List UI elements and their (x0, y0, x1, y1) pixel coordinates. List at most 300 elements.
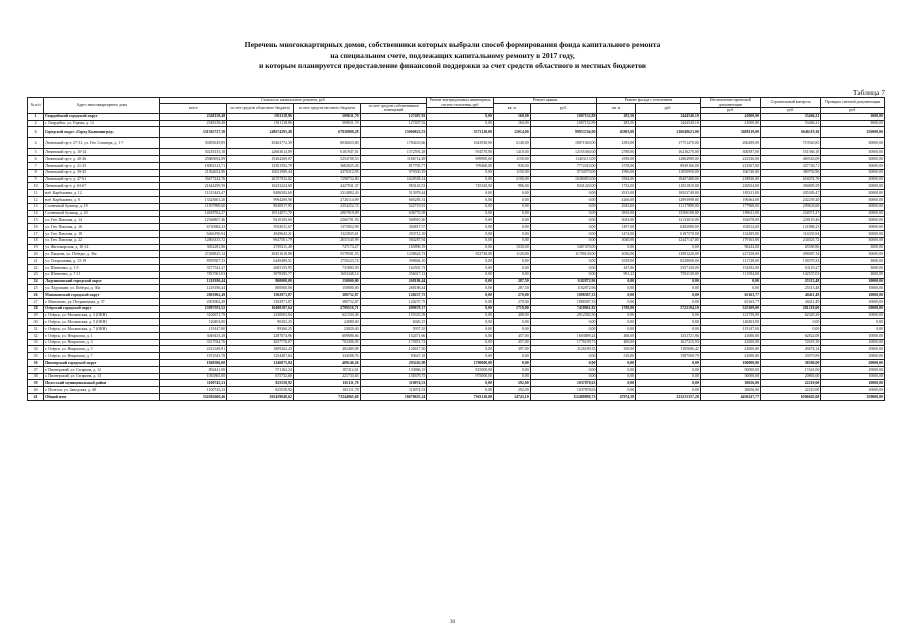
facade-sqm: 3594,00 (597, 176, 636, 183)
roof-sqm: 287,50 (494, 278, 531, 285)
cost-total: 2412349,91 (160, 346, 227, 353)
row-address: Мамоновский городской округ (44, 292, 160, 299)
roof-sqm: 160,00 (494, 120, 531, 127)
supervision-rub: 22210,60 (761, 387, 821, 394)
cost-total: 21362652,96 (160, 169, 227, 176)
cost-owners: 293245,90 (360, 360, 427, 367)
table-row (28, 271, 885, 278)
facade-rub: 11050950,00 (636, 169, 701, 176)
table-row (28, 230, 885, 237)
table-row (28, 156, 885, 163)
facade-rub: 0,00 (636, 380, 701, 387)
header-roof: Ремонт крыши (494, 98, 597, 104)
cost-owners: 970350,19 (360, 169, 427, 176)
table-row (28, 224, 885, 231)
systems-rub: 5573120,00 (427, 127, 494, 138)
table-row (28, 127, 885, 138)
facade-rub: 10923749,00 (636, 190, 701, 197)
check-rub: 30000,00 (821, 162, 885, 169)
cost-total: 25685692,09 (160, 156, 227, 163)
cost-owners: 127407,92 (360, 120, 427, 127)
facade-sqm: 0,00 (597, 366, 636, 373)
row-num: 12 (28, 196, 44, 203)
supervision-rub: 38306,00 (761, 360, 821, 367)
cost-local: 380752,87 (293, 292, 360, 299)
row-num: 23 (28, 271, 44, 278)
row-address: г. Гвардейск, ул. Горная, д. 12 (44, 120, 160, 127)
systems-rub: 0,00 (427, 224, 494, 231)
table-row (28, 380, 885, 387)
table-row (28, 366, 885, 373)
table-row (28, 210, 885, 217)
facade-rub: 11821810,00 (636, 183, 701, 190)
facade-sqm: 0,00 (597, 278, 636, 285)
facade-sqm: 3529,00 (597, 258, 636, 265)
design-rub: 41000,00 (700, 113, 760, 120)
cost-local: 5254708,53 (293, 156, 360, 163)
cost-owners: 165896,19 (360, 244, 427, 251)
supervision-rub: 6046119,30 (761, 127, 821, 138)
systems-rub: 0,00 (427, 346, 494, 353)
supervision-rub: 234025,72 (761, 237, 821, 244)
facade-rub: 0,00 (636, 387, 701, 394)
design-rub: 111594,00 (700, 271, 760, 278)
supervision-rub: 242239,20 (761, 196, 821, 203)
row-num: 31 (28, 326, 44, 333)
facade-sqm: 1732,00 (597, 183, 636, 190)
design-rub: 183311,00 (700, 190, 760, 197)
design-rub: 102914,00 (700, 224, 760, 231)
cost-local: 1322835,61 (293, 230, 360, 237)
cost-owners: 127407,92 (360, 113, 427, 120)
cost-owners: 356017,12 (360, 271, 427, 278)
facade-rub: 16216270,00 (636, 149, 701, 156)
header-facade-rub: руб. (636, 103, 701, 113)
design-rub: 41000,00 (700, 353, 760, 360)
row-address: ул. Ген. Павлова, д. 18 (44, 230, 160, 237)
roof-rub: 0,00 (530, 203, 597, 210)
header-owners: за счет средств собственников помещений (360, 103, 427, 113)
roof-rub: 12165360,00 (530, 149, 597, 156)
supervision-rub: 394805,59 (761, 183, 821, 190)
cost-local: 8036823,80 (293, 138, 360, 149)
roof-sqm: 0,00 (494, 366, 531, 373)
supervision-rub: 327726,71 (761, 162, 821, 169)
facade-sqm: 47974,58 (597, 394, 636, 401)
row-num: 34 (28, 346, 44, 353)
cost-total: 6710682,23 (160, 224, 227, 231)
cost-owners: 268186,44 (360, 278, 427, 285)
cost-local: 2867919,99 (293, 210, 360, 217)
table-row (28, 326, 885, 333)
row-num: 27 (28, 298, 44, 305)
design-rub: 166740,00 (700, 169, 760, 176)
row-address: наб. Карбышева, д. 8 (44, 196, 160, 203)
supervision-rub: 17441,00 (761, 366, 821, 373)
table-row (28, 319, 885, 326)
cost-regional: 4849643,21 (227, 230, 294, 237)
cost-total: 120403,00 (160, 319, 227, 326)
table-row (28, 278, 885, 285)
facade-rub: 1444540,18 (636, 113, 701, 120)
cost-local: 3682825,26 (293, 162, 360, 169)
cost-owners: 390604,10 (360, 258, 427, 265)
cost-owners: 83627,18 (360, 353, 427, 360)
roof-rub: 0,00 (530, 190, 597, 197)
cost-regional: 13501592,78 (227, 162, 294, 169)
cost-regional: 9994200,90 (227, 196, 294, 203)
row-num: 5 (28, 149, 44, 156)
row-num: 37 (28, 366, 44, 373)
facade-sqm: 0,00 (597, 326, 636, 333)
facade-rub: 0,00 (636, 319, 701, 326)
row-address: Ленинский пр-т, д. 20-26 (44, 156, 160, 163)
design-rub: 120403,00 (700, 319, 760, 326)
roof-rub: 1126189,35 (530, 346, 597, 353)
cost-owners: 1372591,28 (360, 149, 427, 156)
check-rub: 10000,00 (821, 292, 885, 299)
cost-owners: 162501,73 (360, 264, 427, 271)
row-address: Ленинский пр-т, д. 47-61 (44, 176, 160, 183)
roof-rub: 0,00 (530, 230, 597, 237)
row-num: 25 (28, 285, 44, 292)
facade-rub: 1185686,42 (636, 346, 701, 353)
table-row (28, 183, 885, 190)
systems-rub: 822730,00 (427, 251, 494, 258)
cost-local: 509631,70 (293, 120, 360, 127)
systems-rub: 0,00 (427, 319, 494, 326)
roof-rub: 0,00 (530, 366, 597, 373)
supervision-rub: 53466,21 (761, 120, 821, 127)
row-num: 24 (28, 278, 44, 285)
cost-regional: 571162,24 (227, 366, 294, 373)
roof-rub: 9734570,00 (530, 169, 597, 176)
roof-sqm: 1120,00 (494, 251, 531, 258)
facade-sqm: 0,00 (597, 373, 636, 380)
cost-regional: 825558,92 (227, 387, 294, 394)
facade-rub: 0,00 (636, 292, 701, 299)
design-rub: 196364,00 (700, 196, 760, 203)
title-line-2: на специальном счете, подлежащих капитальному ремонту в 2017 году, (330, 50, 575, 60)
cost-total: 27268825,14 (160, 251, 227, 258)
table-row (28, 190, 885, 197)
cost-owners: 1620558,14 (360, 176, 427, 183)
title-line-3: и которым планируется предоставление финансовой поддержки за счет средств областного и местных бюджетов (258, 61, 647, 70)
row-address: ул. Шевченко, д. 1-5 (44, 264, 160, 271)
facade-rub: 0,00 (636, 312, 701, 319)
cost-total: 331565727,30 (160, 127, 227, 138)
systems-rub: 0,00 (427, 230, 494, 237)
cost-total: 39285029,85 (160, 138, 227, 149)
header-supervision-rub: руб. (761, 108, 821, 114)
facade-sqm: 0,00 (597, 312, 636, 319)
systems-rub: 0,00 (427, 258, 494, 265)
systems-rub: 0,00 (427, 244, 494, 251)
systems-rub: 0,00 (427, 196, 494, 203)
design-rub: 30656,00 (700, 387, 760, 394)
design-rub: 223336,00 (700, 156, 760, 163)
design-rub: 525309,00 (700, 305, 760, 312)
roof-rub: 0,00 (530, 373, 597, 380)
table-row (28, 203, 885, 210)
roof-sqm: 0,00 (494, 258, 531, 265)
roof-sqm: 0,00 (494, 319, 531, 326)
design-rub: 100000,00 (700, 360, 760, 367)
cost-total: 2003962,49 (160, 292, 227, 299)
cost-total: 12863335,72 (160, 237, 227, 244)
cost-regional: 825558,92 (227, 380, 294, 387)
cost-owners: 15060623,53 (360, 127, 427, 138)
design-rub: 182678,00 (700, 217, 760, 224)
cost-local: 7298752,80 (293, 176, 360, 183)
row-num: 14 (28, 210, 44, 217)
cost-owners: 569910,36 (360, 217, 427, 224)
table-row (28, 332, 885, 339)
systems-rub: 699900,00 (427, 156, 494, 163)
facade-rub: 3357130,00 (636, 264, 701, 271)
row-address: ул. Ген. Павлова, д. 16 (44, 224, 160, 231)
check-rub: 30000,00 (821, 138, 885, 149)
cost-local: 409146,26 (293, 360, 360, 367)
supervision-rub: 62329,29 (761, 312, 821, 319)
design-rub: 50000,00 (700, 373, 760, 380)
cost-local: 221733,65 (293, 373, 360, 380)
cost-local: 2631545,99 (293, 237, 360, 244)
design-rub: 65163,77 (700, 298, 760, 305)
roof-rub: 0,00 (530, 326, 597, 333)
roof-rub: 0,00 (530, 196, 597, 203)
row-address: ул. Житомирская, д. 10-14 (44, 244, 160, 251)
row-address: Ленинский пр-т, д. 21-25 (44, 162, 160, 169)
supervision-rub: 53466,21 (761, 113, 821, 120)
check-rub: 30000,00 (821, 156, 885, 163)
roof-rub: 0,00 (530, 217, 597, 224)
table-row (28, 113, 885, 120)
cost-owners: 5957,35 (360, 326, 427, 333)
row-address: г. Озёрск, ул. Некрасова, д. 1 (44, 332, 160, 339)
cost-regional: 1502971,87 (227, 298, 294, 305)
table-row (28, 258, 885, 265)
check-rub: 10000,00 (821, 366, 885, 373)
roof-sqm: 0,00 (494, 237, 531, 244)
check-rub: 20000,00 (821, 360, 885, 367)
row-address: ул. Театральная, д. 13-19 (44, 258, 160, 265)
facade-sqm: 45903,08 (597, 127, 636, 138)
design-rub: 121759,00 (700, 312, 760, 319)
cost-local: 2314882,43 (293, 190, 360, 197)
supervision-rub: 498487,14 (761, 251, 821, 258)
facade-rub: 0,00 (636, 298, 701, 305)
row-num: 29 (28, 312, 44, 319)
systems-rub: 0,00 (427, 339, 494, 346)
cost-regional: 265459048,62 (227, 394, 294, 401)
cost-regional: 29463772,39 (227, 138, 294, 149)
cost-total: 354382669,46 (160, 394, 227, 401)
roof-sqm: 292,00 (494, 380, 531, 387)
row-address: г. Пионерский, ул. Гагарина, д. 13 (44, 373, 160, 380)
systems-rub: 0,00 (427, 387, 494, 394)
roof-rub: 1776199,73 (530, 339, 597, 346)
systems-rub: 745320,00 (427, 183, 494, 190)
cost-regional: 675752,60 (227, 373, 294, 380)
systems-rub: 0,00 (427, 278, 494, 285)
roof-rub: 0,00 (530, 353, 597, 360)
table-row (28, 176, 885, 183)
cost-owners: 584287,94 (360, 237, 427, 244)
roof-rub: 99953746,00 (530, 127, 597, 138)
facade-sqm: 283,50 (597, 113, 636, 120)
facade-sqm: 468,00 (597, 332, 636, 339)
roof-sqm: 1150,00 (494, 169, 531, 176)
facade-sqm: 2393,00 (597, 138, 636, 149)
design-rub: 111728,00 (700, 258, 760, 265)
row-address: Городской округ «Город Калининград» (44, 127, 160, 138)
systems-rub: 0,00 (427, 380, 494, 387)
roof-rub: 0,00 (530, 264, 597, 271)
cost-regional: 5033011,67 (227, 224, 294, 231)
cost-owners: 1166714,49 (360, 156, 427, 163)
systems-rub: 0,00 (427, 113, 494, 120)
facade-rub: 12133010,00 (636, 217, 701, 224)
row-num: 10 (28, 183, 44, 190)
facade-sqm: 1838,00 (597, 156, 636, 163)
roof-sqm: 1030,00 (494, 244, 531, 251)
facade-rub: 0,00 (636, 326, 701, 333)
cost-total: 2548158,48 (160, 113, 227, 120)
cost-local: 2566791,50 (293, 217, 360, 224)
check-rub: 10000,00 (821, 285, 885, 292)
supervision-rub: 22210,60 (761, 380, 821, 387)
cost-local: 482469,98 (293, 346, 360, 353)
facade-sqm: 1578,00 (597, 162, 636, 169)
cost-regional: 8486582,60 (227, 190, 294, 197)
row-num: 28 (28, 305, 44, 312)
check-rub: 256000,00 (821, 127, 885, 138)
systems-rub: 0,00 (427, 298, 494, 305)
roof-rub: 11709130,00 (530, 251, 597, 258)
roof-sqm: 0,00 (494, 360, 531, 367)
cost-regional: 16233224,69 (227, 183, 294, 190)
systems-rub: 815000,00 (427, 366, 494, 373)
facade-sqm: 2788,00 (597, 149, 636, 156)
check-rub: 30000,00 (821, 217, 885, 224)
facade-rub: 1617215,93 (636, 339, 701, 346)
table-row (28, 244, 885, 251)
facade-sqm: 510,00 (597, 353, 636, 360)
cost-local: 1603448,14 (293, 271, 360, 278)
check-rub: 10000,00 (821, 339, 885, 346)
row-num: 1 (28, 113, 44, 120)
row-num: 21 (28, 258, 44, 265)
design-rub: 30656,00 (700, 380, 760, 387)
facade-rub: 13560180,00 (636, 210, 701, 217)
cost-regional: 20451618,86 (227, 251, 294, 258)
cost-local: 24080,60 (293, 319, 360, 326)
cost-regional: 2683155,95 (227, 264, 294, 271)
roof-sqm: 1410,00 (494, 149, 531, 156)
design-rub: 132285,00 (700, 230, 760, 237)
row-num: 9 (28, 176, 44, 183)
facade-rub: 18407480,00 (636, 176, 701, 183)
roof-rub: 0,00 (530, 210, 597, 217)
cost-owners: 1784433,66 (360, 138, 427, 149)
facade-rub: 12893998,00 (636, 196, 701, 203)
cost-total: 1055865,00 (160, 373, 227, 380)
roof-sqm: 2140,00 (494, 138, 531, 149)
check-rub: 10000,00 (821, 353, 885, 360)
cost-regional: 8630917,95 (227, 203, 294, 210)
cost-local: 380752,87 (293, 298, 360, 305)
check-rub: 3000,00 (821, 113, 885, 120)
table-header (28, 98, 885, 114)
cost-regional: 89360,25 (227, 326, 294, 333)
roof-sqm: 0,00 (494, 326, 531, 333)
supervision-rub: 156579,33 (761, 258, 821, 265)
roof-sqm: 457,00 (494, 332, 531, 339)
row-address: г. Пионерский, ул. Гагарина, д. 12 (44, 366, 160, 373)
roof-rub: 7772210,00 (530, 162, 597, 169)
row-address: ул. Ладушкин, ул. Победы, д. 36а (44, 285, 160, 292)
systems-rub: 0,00 (427, 217, 494, 224)
table-row (28, 237, 885, 244)
facade-rub: 5722194,10 (636, 305, 701, 312)
row-num: 16 (28, 224, 44, 231)
roof-rub: 0,00 (530, 360, 597, 367)
cost-total: 119147,00 (160, 326, 227, 333)
cost-owners: 817705,77 (360, 162, 427, 169)
check-rub: 0,00 (821, 326, 885, 333)
check-rub: 20000,00 (821, 176, 885, 183)
roof-rub: 1007152,89 (530, 113, 597, 120)
cost-regional: 1911118,86 (227, 120, 294, 127)
facade-sqm: 0,00 (597, 387, 636, 394)
cost-owners: 983143,53 (360, 183, 427, 190)
systems-rub: 0,00 (427, 285, 494, 292)
roof-rub: 1037878,63 (530, 380, 597, 387)
design-rub: 41000,00 (700, 332, 760, 339)
cost-local: 23829,40 (293, 326, 360, 333)
row-address: Ленинский пр-т, д. 39-45 (44, 169, 160, 176)
facade-sqm: 1474,00 (597, 230, 636, 237)
design-rub: 300587,00 (700, 149, 760, 156)
systems-rub: 0,00 (427, 237, 494, 244)
row-num: 33 (28, 339, 44, 346)
row-num: 35 (28, 353, 44, 360)
design-rub: 4450247,77 (700, 394, 760, 401)
cost-regional: 9410105,60 (227, 217, 294, 224)
roof-sqm: 160,00 (494, 113, 531, 120)
systems-rub: 1643930,00 (427, 138, 494, 149)
roof-sqm: 457,00 (494, 339, 531, 346)
table-row (28, 387, 885, 394)
facade-rub: 1331721,96 (636, 332, 701, 339)
cost-regional: 2637776,07 (227, 339, 294, 346)
facade-sqm: 0,00 (597, 292, 636, 299)
cost-owners: 120237,75 (360, 298, 427, 305)
row-num: 19 (28, 244, 44, 251)
systems-rub: 954570,00 (427, 149, 494, 156)
design-rub: 65163,77 (700, 292, 760, 299)
row-address: г. Озёрск, ул. Московская, д. 7 (ОКН) (44, 326, 160, 333)
cost-owners: 293712,10 (360, 230, 427, 237)
design-rub: 177968,00 (700, 203, 760, 210)
check-rub: 30000,00 (821, 190, 885, 197)
check-rub: 10000,00 (821, 298, 885, 305)
supervision-rub: 469343,09 (761, 156, 821, 163)
design-rub: 220934,00 (700, 183, 760, 190)
cost-local: 73244965,60 (293, 394, 360, 401)
header-check-rub: руб. (821, 108, 885, 114)
